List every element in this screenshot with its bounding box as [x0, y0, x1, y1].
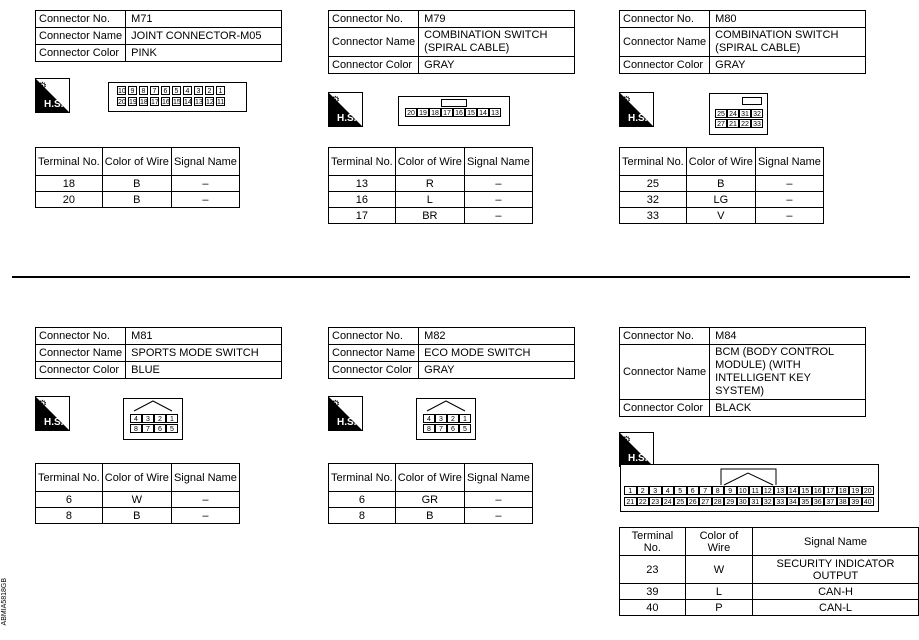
pins-bottom-row: 27 21 22 33	[715, 119, 763, 127]
pins-top-row: 4 3 2 1	[130, 414, 178, 422]
connector-face-m71	[108, 82, 247, 112]
table-row: 17 BR –	[329, 208, 533, 224]
connector-m79-info: Connector No. M79 Connector Name COMBINATION SWITCH (SPIRAL CABLE) Connector Color GRAY	[328, 10, 575, 74]
table-row: 40 P CAN-L	[620, 600, 919, 616]
table-row: 6 W –	[36, 492, 240, 508]
pins-top-row: 1 2 3 4 5 6 7 8 9 10 11 12 13 14 15 16 17 18 19 20	[624, 486, 874, 494]
table-row: 8 B –	[329, 508, 533, 524]
table-row: 18 B –	[36, 176, 240, 192]
connector-face-m84	[620, 464, 879, 512]
pins-top-row: 10 9 8 7 6 5 4 3 2 1	[117, 86, 227, 94]
terminal-table-m82: Terminal No. Color of Wire Signal Name 6 GR – 8 B –	[328, 463, 533, 524]
table-row: 6 GR –	[329, 492, 533, 508]
table-row: 20 B –	[36, 192, 240, 208]
harness-side-icon: ⚙ H.S.	[35, 396, 70, 431]
pins-top-row: 25 24 31 32	[715, 109, 763, 117]
table-row: 16 L –	[329, 192, 533, 208]
connector-latch	[417, 399, 475, 413]
table-row: 32 LG –	[620, 192, 824, 208]
connector-m81-info: Connector No. M81 Connector Name SPORTS MODE SWITCH Connector Color BLUE	[35, 327, 282, 379]
harness-side-icon: ⚙ H.S.	[328, 396, 363, 431]
connector-m82-info: Connector No. M82 Connector Name ECO MODE SWITCH Connector Color GRAY	[328, 327, 575, 379]
terminal-table-m79: Terminal No. Color of Wire Signal Name 13 R – 16 L – 17 BR –	[328, 147, 533, 224]
connector-face-m80	[709, 93, 768, 135]
connector-m80-info: Connector No. M80 Connector Name COMBINATION SWITCH (SPIRAL CABLE) Connector Color GRAY	[619, 10, 866, 74]
table-row: 13 R –	[329, 176, 533, 192]
connector-m84-info: Connector No. M84 Connector Name BCM (BODY CONTROL MODULE) (WITH INTELLIGENT KEY SYSTEM) Connector Color BLACK	[619, 327, 866, 417]
harness-side-icon: ⚙ H.S.	[619, 92, 654, 127]
table-row: 39 L CAN-H	[620, 584, 919, 600]
pins-bottom-row: 8 7 6 5	[130, 424, 178, 432]
connector-color-value: PINK	[126, 45, 282, 62]
harness-side-icon: ⚙ H.S.	[328, 92, 363, 127]
pins-bottom-row: 20 19 18 17 16 15 14 13 12 11	[118, 99, 225, 106]
terminal-table-m80: Terminal No. Color of Wire Signal Name 25 B – 32 LG – 33 V –	[619, 147, 824, 224]
connector-face-m79	[398, 96, 510, 126]
connector-latch	[621, 465, 878, 487]
table-row: 23 W SECURITY INDICATOR OUTPUT	[620, 556, 919, 584]
connector-m71-info: Connector No. M71 Connector Name JOINT CONNECTOR-M05 Connector Color PINK	[35, 10, 282, 62]
terminal-table-m81: Terminal No. Color of Wire Signal Name 6 W – 8 B –	[35, 463, 240, 524]
pins-bottom-row: 20 19 18 17 16 15 14 13	[405, 108, 501, 116]
connector-latch	[124, 399, 182, 413]
table-row: 25 B –	[620, 176, 824, 192]
table-row: 33 V –	[620, 208, 824, 224]
figure-code: ABMIA5818GB	[1, 578, 8, 626]
terminal-table-m71: Terminal No. Color of Wire Signal Name 18 B – 20 B –	[35, 147, 240, 208]
table-row: 8 B –	[36, 508, 240, 524]
pins-bottom-row: 21 22 23 24 25 26 27 28 29 30 31 32 33 34 35 36 37 38 39 40	[624, 497, 874, 505]
connector-face-m82	[416, 398, 476, 440]
section-divider	[12, 276, 910, 278]
connector-name-value: JOINT CONNECTOR-M05	[126, 28, 282, 45]
connector-face-m81	[123, 398, 183, 440]
pins-top-row: 4 3 2 1	[423, 414, 471, 422]
harness-side-icon: ⚙ H.S.	[619, 432, 654, 467]
terminal-table-m84: Terminal No. Color of Wire Signal Name 23 W SECURITY INDICATOR OUTPUT 39 L CAN-H 40 P CAN-L	[619, 527, 919, 616]
connector-no-value: M71	[126, 11, 282, 28]
harness-side-icon: ⚙ H.S.	[35, 78, 70, 113]
pins-bottom-row: 8 7 6 5	[423, 424, 471, 432]
